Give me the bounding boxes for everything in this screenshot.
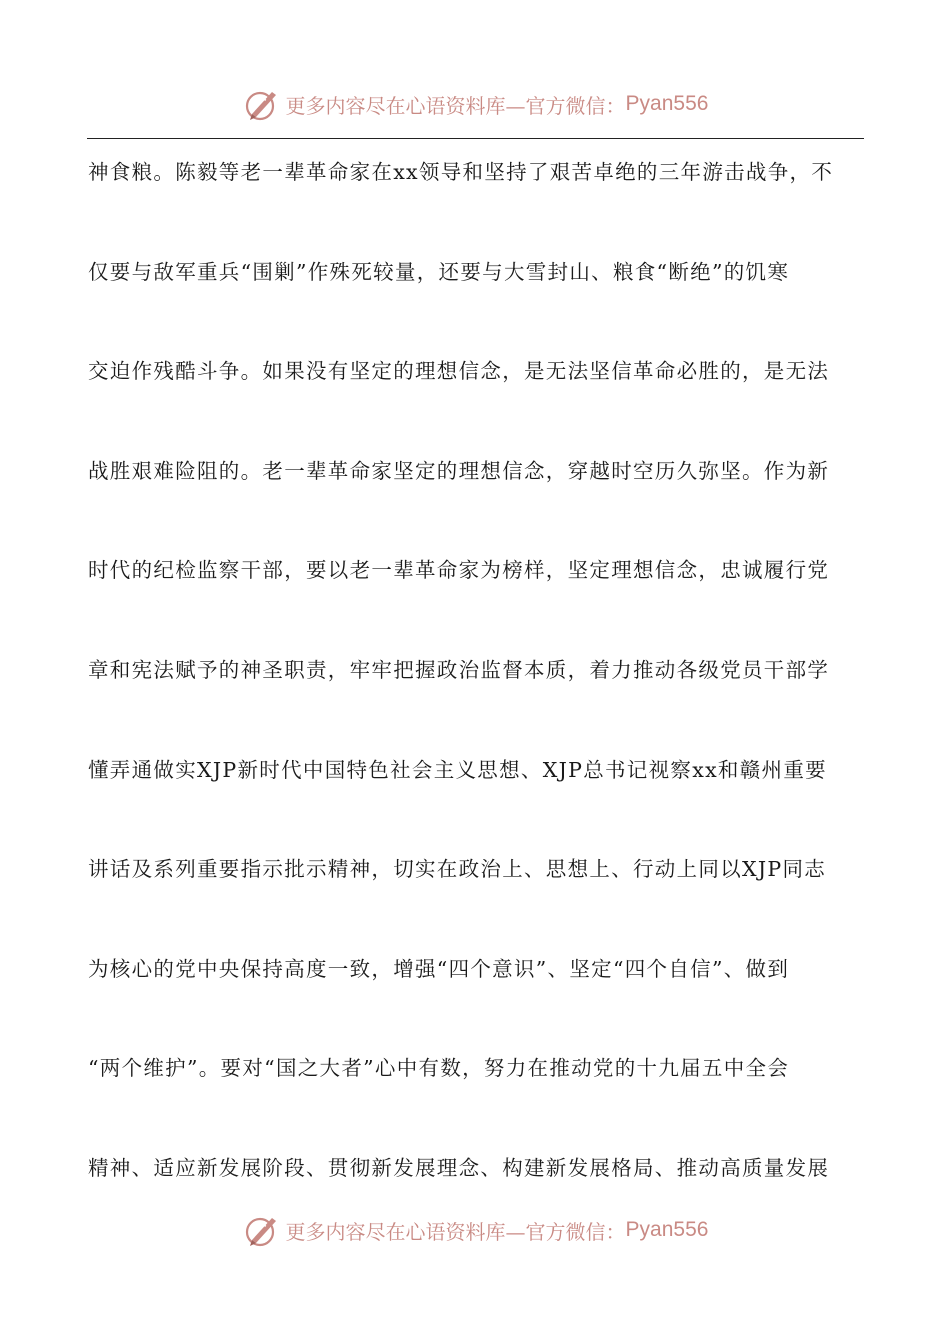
text-line: 时代的纪检监察干部，要以老一辈革命家为榜样，坚定理想信念，忠诚履行党	[88, 558, 830, 583]
text-line: 懂弄通做实XJP新时代中国特色社会主义思想、XJP总书记视察xx和赣州重要	[88, 757, 827, 782]
text-line: 章和宪法赋予的神圣职责，牢牢把握政治监督本质，着力推动各级党员干部学	[88, 657, 830, 682]
text-line: 战胜艰难险阻的。老一辈革命家坚定的理想信念，穿越时空历久弥坚。作为新	[88, 458, 830, 483]
header-watermark-text: 更多内容尽在心语资料库—官方微信：	[285, 93, 626, 118]
text-line: 为核心的党中央保持高度一致，增强“四个意识”、坚定“四个自信”、做到	[88, 956, 790, 981]
footer-watermark	[0, 1208, 950, 1252]
text-line: 仅要与敌军重兵“围剿”作殊死较量，还要与大雪封山、粮食“断绝”的饥寒	[88, 259, 790, 284]
pen-logo-icon	[242, 1210, 282, 1250]
text-line: 交迫作残酷斗争。如果没有坚定的理想信念，是无法坚信革命必胜的，是无法	[88, 359, 830, 384]
text-line: “两个维护”。要对“国之大者”心中有数，努力在推动党的十九届五中全会	[88, 1056, 790, 1081]
footer-watermark-id: Pyan556	[625, 1218, 709, 1241]
document-body	[88, 152, 868, 1248]
text-line: 神食粮。陈毅等老一辈革命家在xx领导和坚持了艰苦卓绝的三年游击战争，不	[88, 160, 834, 184]
text-line: 精神、适应新发展阶段、贯彻新发展理念、构建新发展格局、推动高质量发展	[88, 1155, 830, 1180]
header-divider	[87, 138, 864, 139]
header-watermark-id: Pyan556	[625, 92, 709, 115]
text-line: 讲话及系列重要指示批示精神，切实在政治上、思想上、行动上同以XJP同志	[88, 857, 827, 882]
pen-logo-icon	[242, 84, 282, 124]
header-watermark	[0, 82, 950, 126]
footer-watermark-text: 更多内容尽在心语资料库—官方微信：	[285, 1219, 626, 1244]
